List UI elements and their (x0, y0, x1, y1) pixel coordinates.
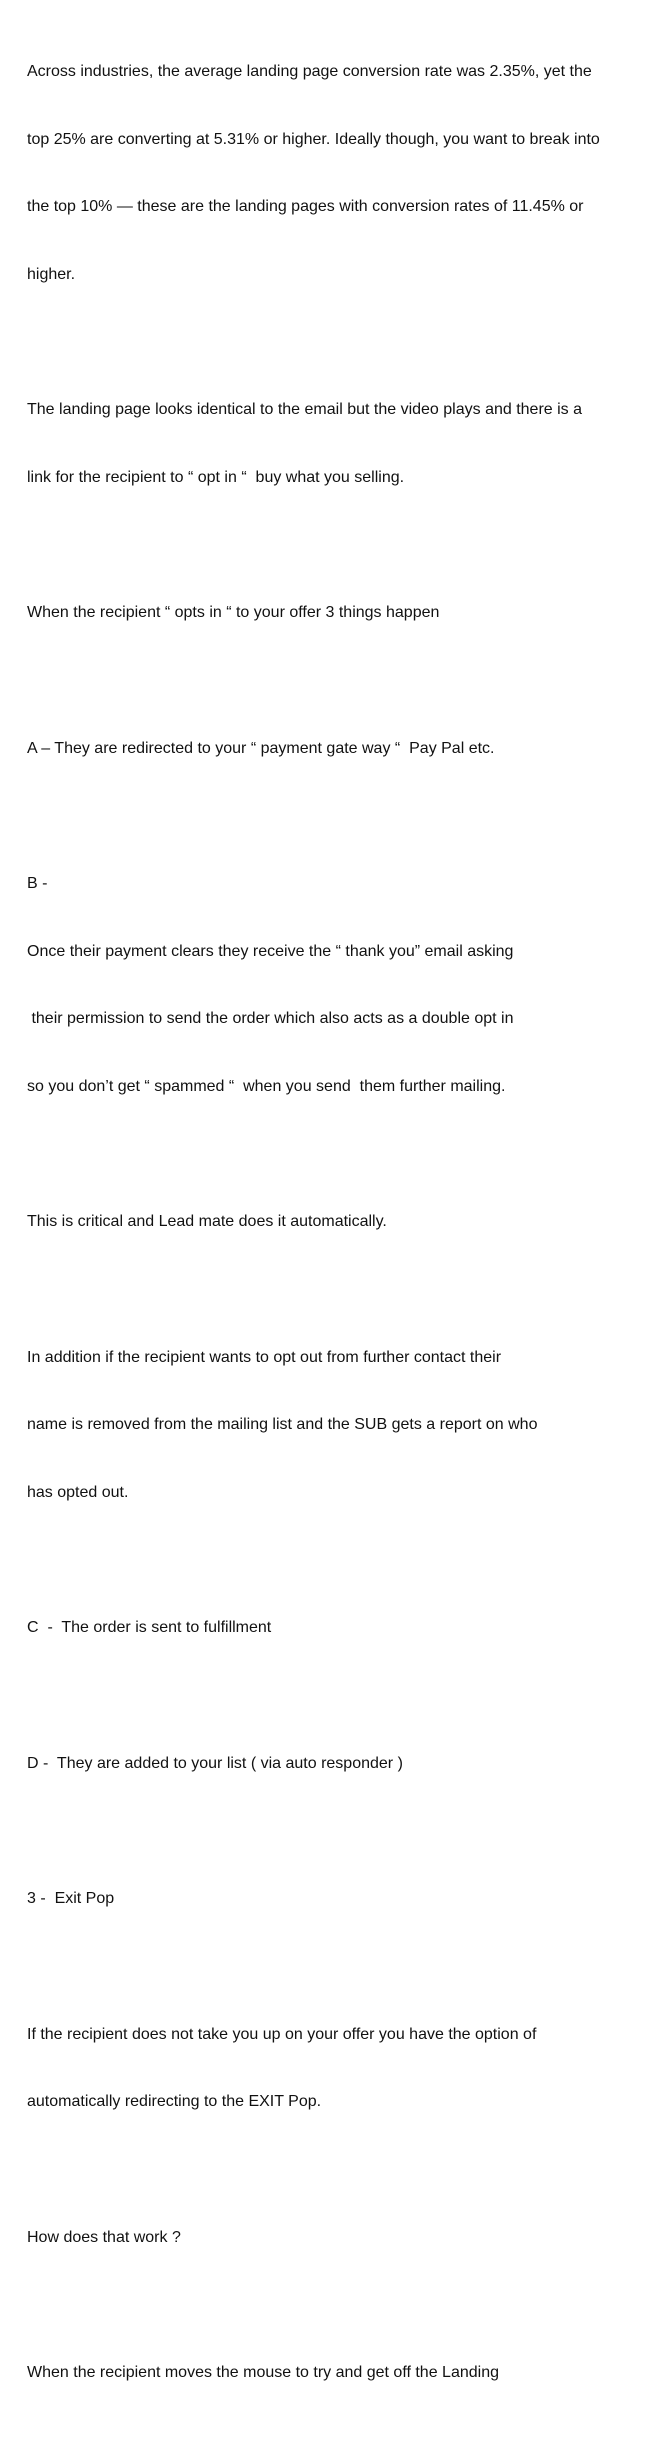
paragraph-item-d (27, 1708, 652, 1821)
paragraph-landing-page (27, 354, 652, 534)
text-line: D - They are added to your list ( via auto responder ) (27, 1754, 403, 1772)
paragraph-conversion-rates (27, 16, 652, 331)
text-line: If the recipient does not take you up on your offer you have the option of (27, 2025, 537, 2043)
text-line: higher. (27, 265, 76, 283)
text-line: The landing page looks identical to the email but the video plays and there is a (27, 401, 583, 418)
text-line: the top 10% — these are the landing pages with conversion rates of 11.45% or (27, 198, 584, 215)
text-line: top 25% are converting at 5.31% or higher. Ideally though, you want to break into (27, 130, 600, 148)
text-line: Across industries, the average landing page conversion rate was 2.35%, yet the (27, 63, 592, 80)
text-line: A – They are redirected to your “ payment gate way “ Pay Pal etc. (27, 739, 495, 757)
text-line: In addition if the recipient wants to opt out from further contact their (27, 1348, 502, 1366)
paragraph-opt-out (27, 1302, 652, 1550)
paragraph-exit-pop-option (27, 1979, 652, 2159)
text-line: Once their payment clears they receive the “ thank you” email asking (27, 942, 514, 960)
paragraph-mouse-move (27, 2317, 652, 2430)
document-body (27, 16, 652, 2453)
paragraph-item-b (27, 828, 652, 1143)
text-line: 3 - Exit Pop (27, 1890, 115, 1907)
text-line: so you don’t get “ spammed “ when you send them further mailing. (27, 1077, 506, 1095)
text-line: has opted out. (27, 1483, 129, 1501)
paragraph-item-c (27, 1572, 652, 1685)
text-line: link for the recipient to “ opt in “ buy what you selling. (27, 468, 405, 486)
text-line: When the recipient “ opts in “ to your offer 3 things happen (27, 604, 440, 621)
text-line: B - (27, 875, 48, 892)
paragraph-how-does-it-work (27, 2182, 652, 2295)
text-line: When the recipient moves the mouse to try and get off the Landing (27, 2364, 499, 2381)
text-line: How does that work ? (27, 2228, 181, 2246)
text-line: automatically redirecting to the EXIT Pop. (27, 2093, 322, 2110)
text-line: C - The order is sent to fulfillment (27, 1619, 272, 1636)
paragraph-exit-pop-heading (27, 1843, 652, 1956)
text-line: This is critical and Lead mate does it automatically. (27, 1213, 387, 1230)
text-line: name is removed from the mailing list and the SUB gets a report on who (27, 1416, 538, 1433)
text-line: their permission to send the order which also acts as a double opt in (27, 1010, 514, 1027)
paragraph-opts-in (27, 557, 652, 670)
paragraph-item-a (27, 693, 652, 806)
paragraph-critical (27, 1166, 652, 1279)
